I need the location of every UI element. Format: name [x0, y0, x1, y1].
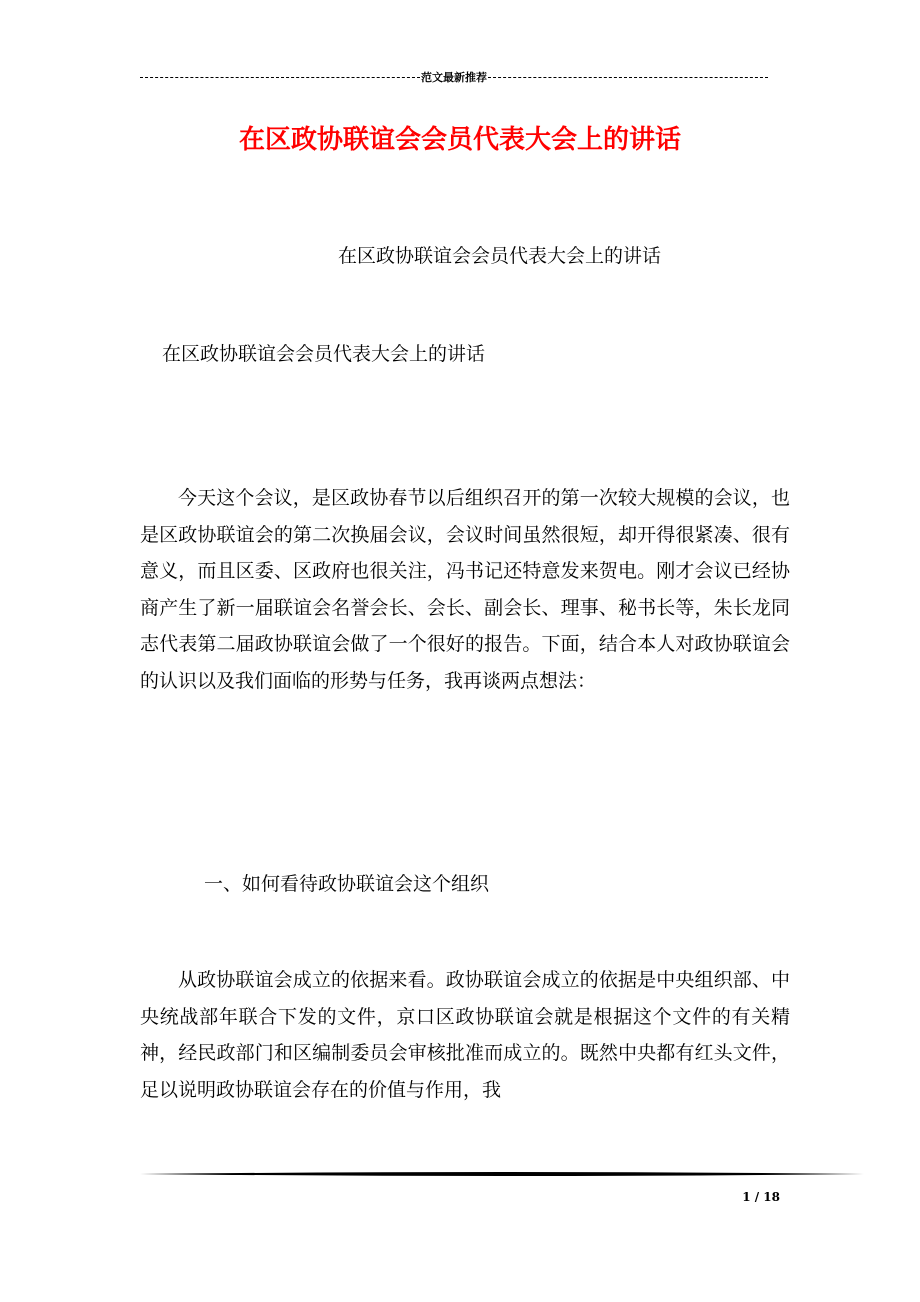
- subtitle-centered: 在区政协联谊会会员代表大会上的讲话: [338, 245, 662, 267]
- page-number: 1 / 18: [742, 1190, 780, 1204]
- page-header: [140, 68, 768, 86]
- section-heading-1: 一、如何看待政协联谊会这个组织: [204, 873, 490, 895]
- footer-rule: [140, 1171, 864, 1177]
- header-label: 范文最新推荐: [421, 71, 487, 84]
- body-paragraph-2: 从政协联谊会成立的依据来看。政协联谊会成立的依据是中央组织部、中央统战部年联合下发的文件，京口区政协联谊会就是根据这个文件的有关精神，经民政部门和区编制委员会审核批准而成立的。既然中央都有红头文件，足以说明政协联谊会存在的价值与作用，我: [140, 969, 790, 1101]
- header-dash-left: [140, 77, 420, 78]
- body-paragraph-1: 今天这个会议，是区政协春节以后组织召开的第一次较大规模的会议，也是区政协联谊会的第二次换届会议，会议时间虽然很短，却开得很紧凑、很有意义，而且区委、区政府也很关注，冯书记还特意发来贺电。刚才会议已经协商产生了新一届联谊会名誉会长、会长、副会长、理事、秘书长等，朱长龙同志代表第二届政协联谊会做了一个很好的报告。下面，结合本人对政协联谊会的认识以及我们面临的形势与任务，我再谈两点想法：: [140, 487, 790, 692]
- header-dash-right: [488, 77, 768, 78]
- document-title: 在区政协联谊会会员代表大会上的讲话: [238, 125, 681, 155]
- subtitle-left: 在区政协联谊会会员代表大会上的讲话: [162, 343, 486, 365]
